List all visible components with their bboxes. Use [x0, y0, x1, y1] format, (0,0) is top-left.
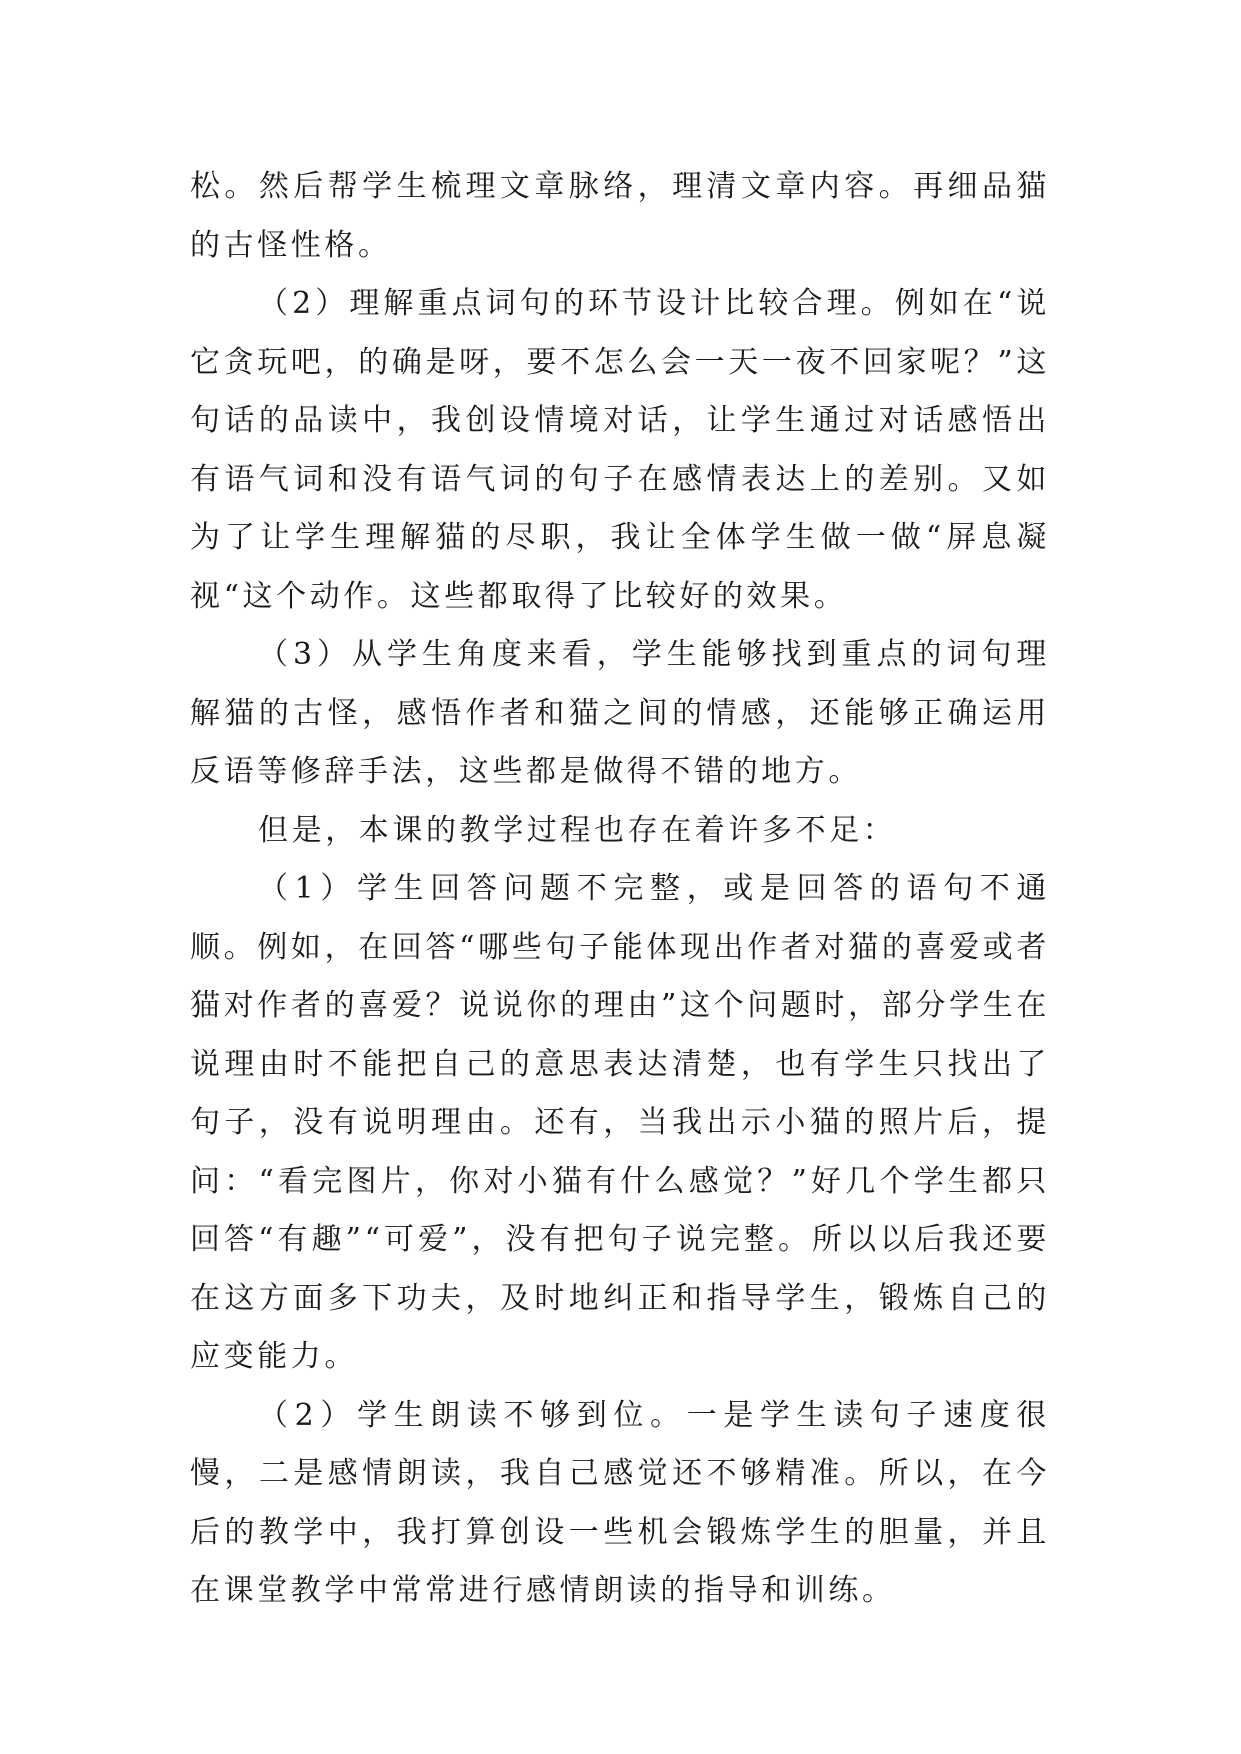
paragraph-shortcomings-intro: 但是，本课的教学过程也存在着许多不足：: [258, 812, 897, 848]
body-text: [190, 158, 1050, 1621]
paragraph-shortcoming-1: （1）学生回答问题不完整，或是回答的语句不通顺。例如，在回答“哪些句子能体现出作者对猫的喜爱或者猫对作者的喜爱？说说你的理由”这个问题时，部分学生在说理由时不能把自己的意思表达清楚，也有学生只找出了句子，没有说明理由。还有，当我出示小猫的照片后，提问：“看完图片，你对小猫有什么感觉？”好几个学生都只回答“有趣”“可爱”，没有把句子说完整。所以以后我还要在这方面多下功夫，及时地纠正和指导学生，锻炼自己的应变能力。: [190, 871, 1050, 1374]
paragraph-shortcoming-2: （2）学生朗读不够到位。一是学生读句子速度很慢，二是感情朗读，我自己感觉还不够精准。所以，在今后的教学中，我打算创设一些机会锻炼学生的胆量，并且在课堂教学中常常进行感情朗读的指导和训练。: [190, 1397, 1050, 1608]
paragraph-continuation: 松。然后帮学生梳理文章脉络，理清文章内容。再细品猫的古怪性格。: [190, 169, 1050, 263]
paragraph-point-2: （2）理解重点词句的环节设计比较合理。例如在“说它贪玩吧，的确是呀，要不怎么会一天一夜不回家呢？”这句话的品读中，我创设情境对话，让学生通过对话感悟出有语气词和没有语气词的句子在感情表达上的差别。又如为了让学生理解猫的尽职，我让全体学生做一做“屏息凝视“这个动作。这些都取得了比较好的效果。: [190, 286, 1050, 614]
paragraph-point-3: （3）从学生角度来看，学生能够找到重点的词句理解猫的古怪，感悟作者和猫之间的情感，还能够正确运用反语等修辞手法，这些都是做得不错的地方。: [190, 637, 1050, 789]
